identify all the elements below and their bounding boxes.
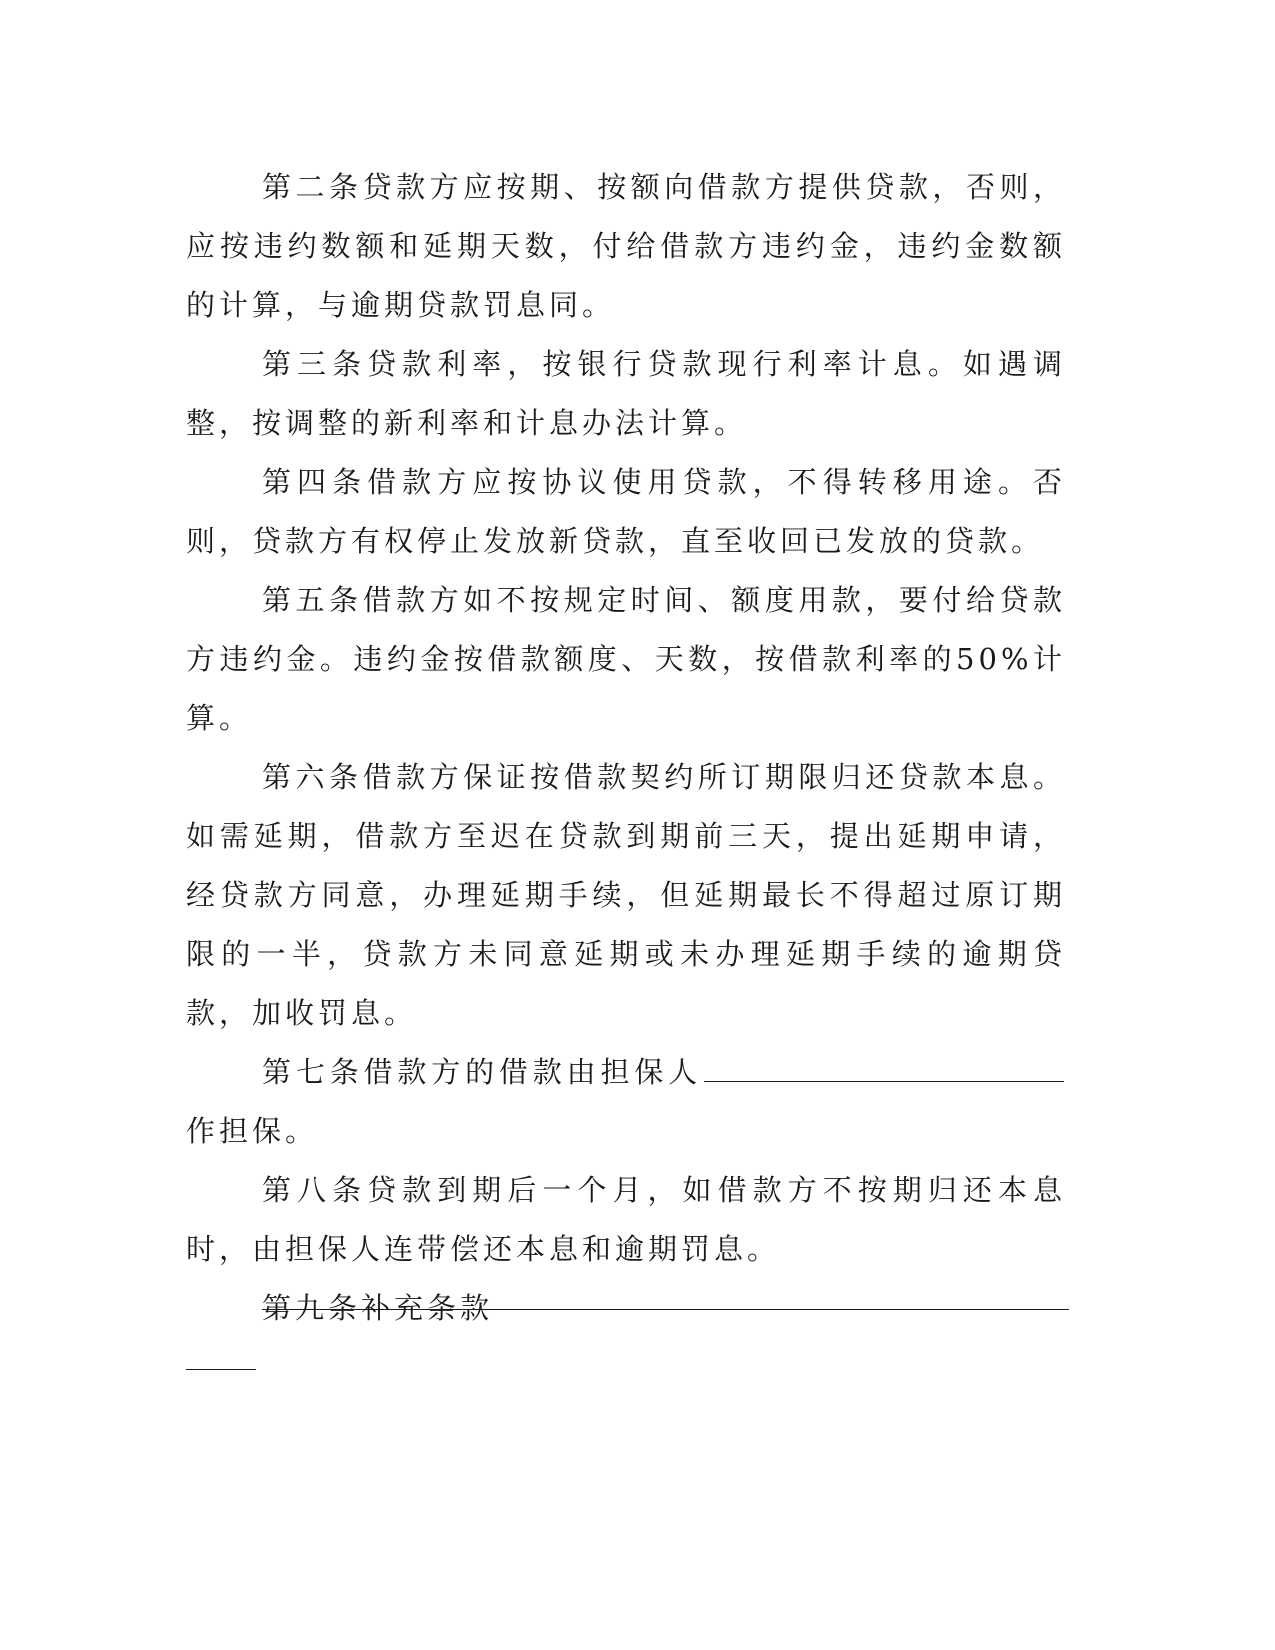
clause-7-suffix: 作担保。: [186, 1114, 319, 1148]
guarantor-blank: [704, 1051, 1064, 1082]
clause-7-prefix: 第七条借款方的借款由担保人: [262, 1055, 702, 1089]
clause-5: 第五条借款方如不按规定时间、额度用款，要付给贷款方违约金。违约金按借款额度、天数，按借款利率的50%计算。: [186, 583, 1066, 735]
contract-body: [186, 158, 1066, 1338]
clause-9: 第九条补充条款: [262, 1291, 494, 1325]
clause-3: 第三条贷款利率，按银行贷款现行利率计息。如遇调整，按调整的新利率和计息办法计算。: [186, 347, 1066, 440]
clause-2: 第二条贷款方应按期、按额向借款方提供贷款，否则，应按违约数额和延期天数，付给借款方违约金，违约金数额的计算，与逾期贷款罚息同。: [186, 170, 1066, 322]
supplementary-blank-line: [262, 1309, 1069, 1310]
supplementary-blank-line-end: [186, 1369, 256, 1370]
clause-6: 第六条借款方保证按借款契约所订期限归还贷款本息。如需延期，借款方至迟在贷款到期前三天，提出延期申请，经贷款方同意，办理延期手续，但延期最长不得超过原订期限的一半，贷款方未同意延期或未办理延期手续的逾期贷款，加收罚息。: [186, 760, 1066, 1030]
clause-7: [186, 1043, 1066, 1161]
clause-8: 第八条贷款到期后一个月，如借款方不按期归还本息时，由担保人连带偿还本息和逾期罚息。: [186, 1173, 1066, 1266]
clause-4: 第四条借款方应按协议使用贷款，不得转移用途。否则，贷款方有权停止发放新贷款，直至收回已发放的贷款。: [186, 465, 1066, 558]
